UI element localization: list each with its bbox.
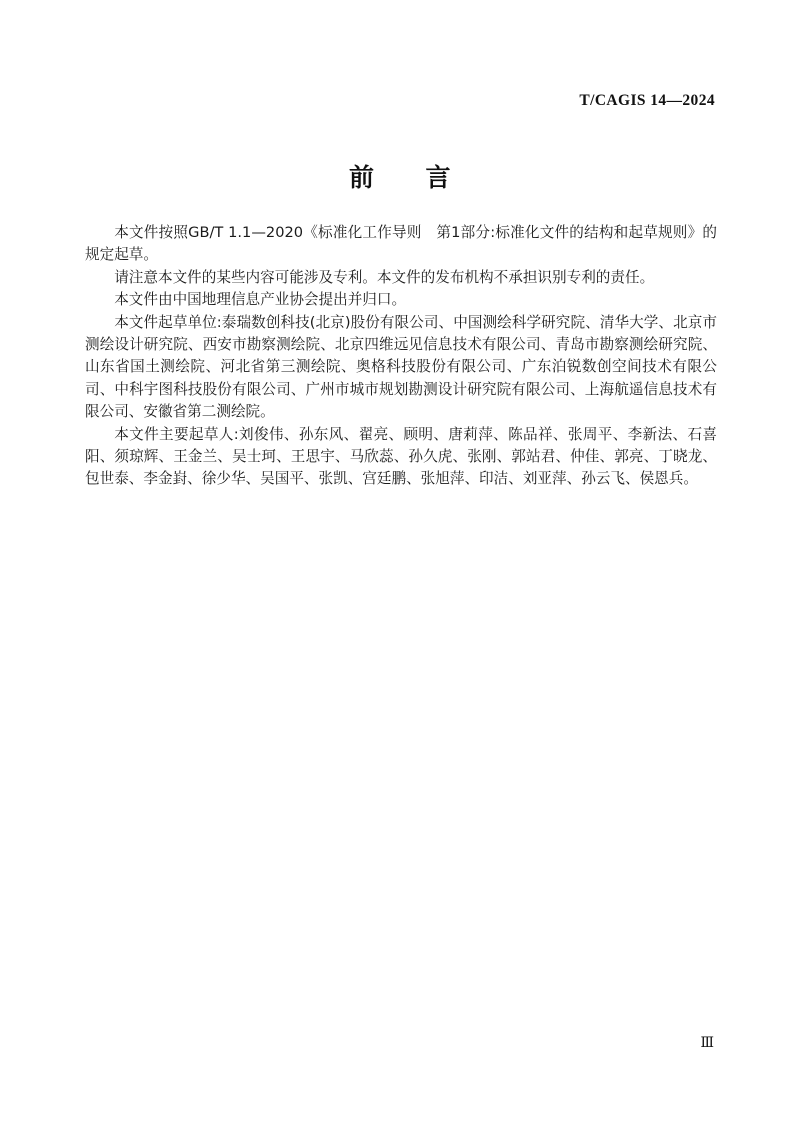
paragraph-proposing-organization: 本文件由中国地理信息产业协会提出并归口。 <box>114 291 407 309</box>
page-number: Ⅲ <box>700 1036 714 1051</box>
paragraph-main-drafters: 本文件主要起草人:刘俊伟、孙东风、翟亮、顾明、唐莉萍、陈品祥、张周平、李新法、石喜阳、须琼辉、王金兰、吴士珂、王思宇、马欣蕊、孙久虎、张刚、郭站君、仲佳、郭亮、丁晓龙、包世泰、李金崶、徐少华、吴国平、张凯、宫廷鹏、张旭萍、印洁、刘亚萍、孙云飞、侯恩兵。 <box>85 425 717 488</box>
page-title: 前 言 <box>348 163 451 192</box>
paragraph-patent-notice: 请注意本文件的某些内容可能涉及专利。本文件的发布机构不承担识别专利的责任。 <box>114 268 655 286</box>
foreword-body <box>85 222 717 491</box>
running-header-standard-number: T/CAGIS 14—2024 <box>579 92 715 109</box>
paragraph-drafting-basis: 本文件按照GB/T 1.1—2020《标准化工作导则 第1部分:标准化文件的结构和起草规则》的规定起草。 <box>85 224 717 264</box>
paragraph-drafting-units: 本文件起草单位:泰瑞数创科技(北京)股份有限公司、中国测绘科学研究院、清华大学、北京市测绘设计研究院、西安市勘察测绘院、北京四维远见信息技术有限公司、青岛市勘察测绘研究院、山东省国土测绘院、河北省第三测绘院、奥格科技股份有限公司、广东泊锐数创空间技术有限公司、中科宇图科技股份有限公司、广州市城市规划勘测设计研究院有限公司、上海航遥信息技术有限公司、安徽省第二测绘院。 <box>85 313 717 421</box>
